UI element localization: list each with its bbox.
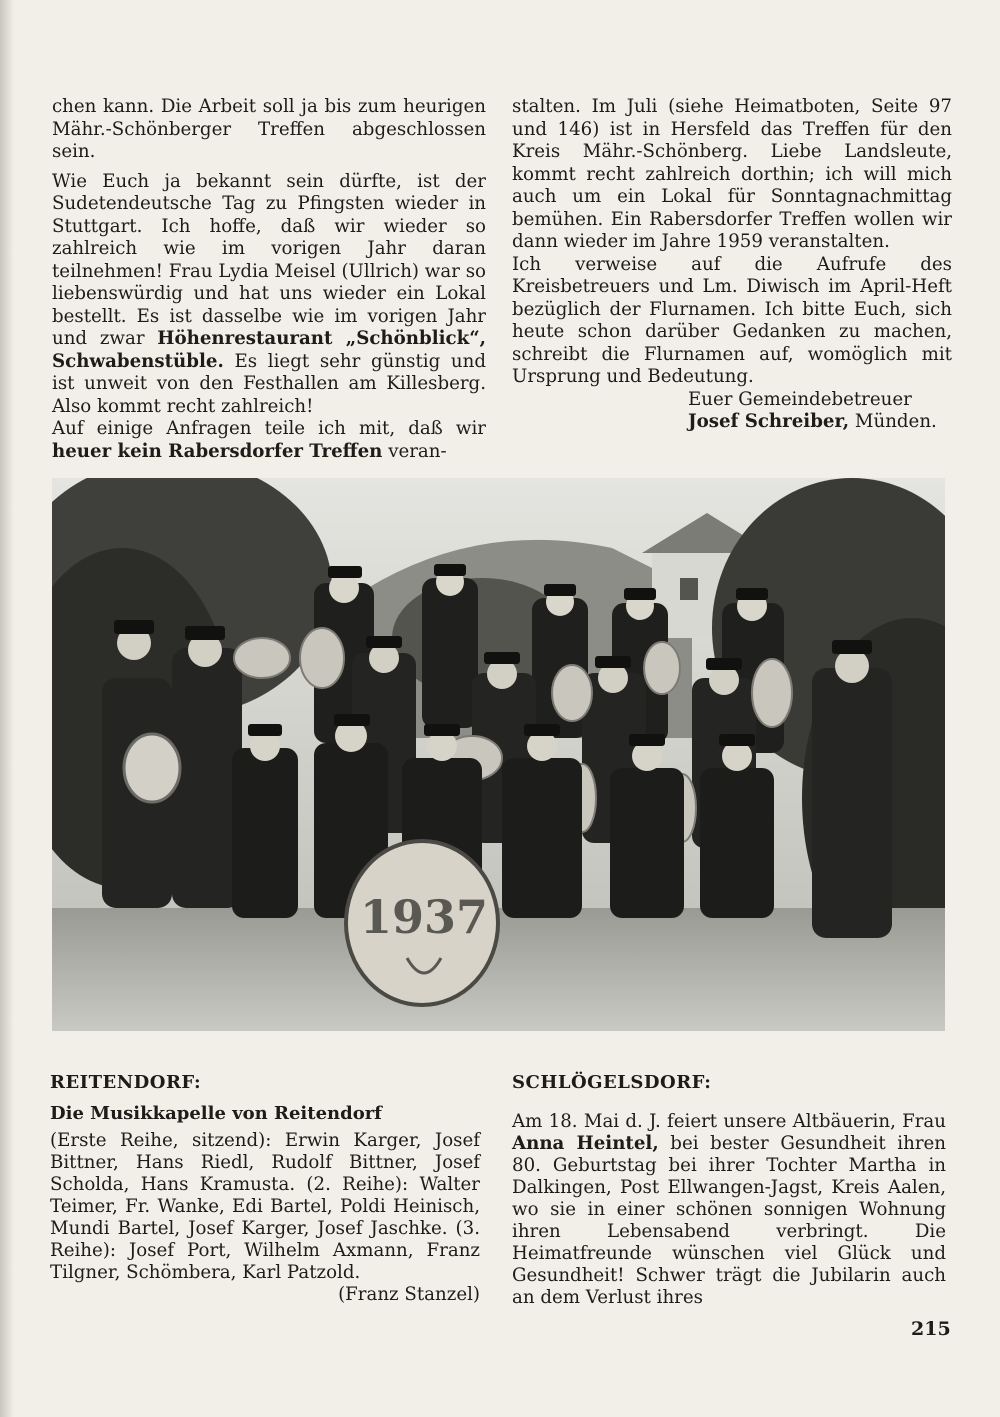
band-photo-illustration — [52, 478, 945, 1031]
schloegelsdorf-heading: SCHLÖGELSDORF: — [512, 1072, 712, 1093]
left-paragraph-3: Auf einige Anfragen teile ich mit, daß wir heuer kein Rabersdorfer Treffen veran- — [52, 418, 486, 462]
right-paragraph-1: stalten. Im Juli (siehe Heimatboten, Seite 97 und 146) ist in Hersfeld das Treffen für den Kreis Mähr.-Schönberg. Liebe Landsleute, kommt recht zahlreich dorthin; ich will mich auch um ein Lokal für Sonntagnachmittag bemühen. Ein Rabersdorfer Treffen wollen wir dann wieder im Jahre 1959 veranstalten. — [512, 96, 952, 252]
photo-credit: (Franz Stanzel) — [338, 1284, 480, 1305]
signature-line-2: Josef Schreiber, Münden. — [688, 411, 937, 432]
reitendorf-subheading: Die Musikkapelle von Reitendorf — [50, 1103, 382, 1124]
left-paragraph-1: chen kann. Die Arbeit soll ja bis zum heurigen Mähr.-Schönberger Treffen abgeschlossen sein. — [52, 96, 486, 162]
reitendorf-caption: (Erste Reihe, sitzend): Erwin Karger, Josef Bittner, Hans Riedl, Rudolf Bittner, Josef Scholda, Hans Kramusta. (2. Reihe): Walter Teimer, Fr. Wanke, Edi Bartel, Poldi Heinisch, Mundi Bartel, Josef Karger, Josef Jaschke. (3. Reihe): Josef Port, Wilhelm Axmann, Franz Tilgner, Schömbera, Karl Patzold. — [50, 1130, 480, 1283]
schloegelsdorf-text: Am 18. Mai d. J. feiert unsere Altbäuerin, Frau Anna Heintel, bei bester Gesundheit ihren 80. Geburtstag bei ihrer Tochter Martha in Dalkingen, Post Ellwangen-Jagst, Kreis Aalen, wo sie in einer schönen sonnigen Wohnung ihren Lebensabend verbringt. Die Heimatfreunde wünschen viel Glück und Gesundheit! Schwer trägt die Jubilarin auch an dem Verlust ihres — [512, 1111, 946, 1308]
left-paragraph-2: Wie Euch ja bekannt sein dürfte, ist der Sudetendeutsche Tag zu Pfingsten wieder in Stuttgart. Ich hoffe, daß wir wieder so zahlreich wie im vorigen Jahr daran teilnehmen! Frau Lydia Meisel (Ullrich) war so liebenswürdig und hat uns wieder ein Lokal bestellt. Es ist dasselbe wie im vorigen Jahr und zwar Höhenrestaurant „Schönblick“, Schwabenstüble. Es liegt sehr günstig und ist unweit von den Festhallen am Killesberg. Also kommt recht zahlreich! — [52, 170, 486, 417]
reitendorf-section — [50, 1072, 480, 1306]
drum-year-label: 1937 — [359, 890, 489, 944]
page-number: 215 — [911, 1318, 951, 1340]
schloegelsdorf-section — [512, 1072, 946, 1309]
left-column — [52, 96, 486, 463]
signature-line-1: Euer Gemeindebetreuer — [688, 388, 912, 410]
right-paragraph-2: Ich verweise auf die Aufrufe des Kreisbetreuers und Lm. Diwisch im April-Heft bezüglich der Flurnamen. Ich bitte Euch, sich heute schon darüber Gedanken zu machen, schreibt die Flurnamen auf, womöglich mit Ursprung und Bedeutung. — [512, 253, 952, 387]
reitendorf-heading: REITENDORF: — [50, 1072, 202, 1093]
page-gutter-shadow — [0, 0, 14, 1417]
reitendorf-credit-line — [50, 1284, 480, 1306]
right-column — [512, 96, 952, 434]
band-photo — [52, 478, 945, 1031]
